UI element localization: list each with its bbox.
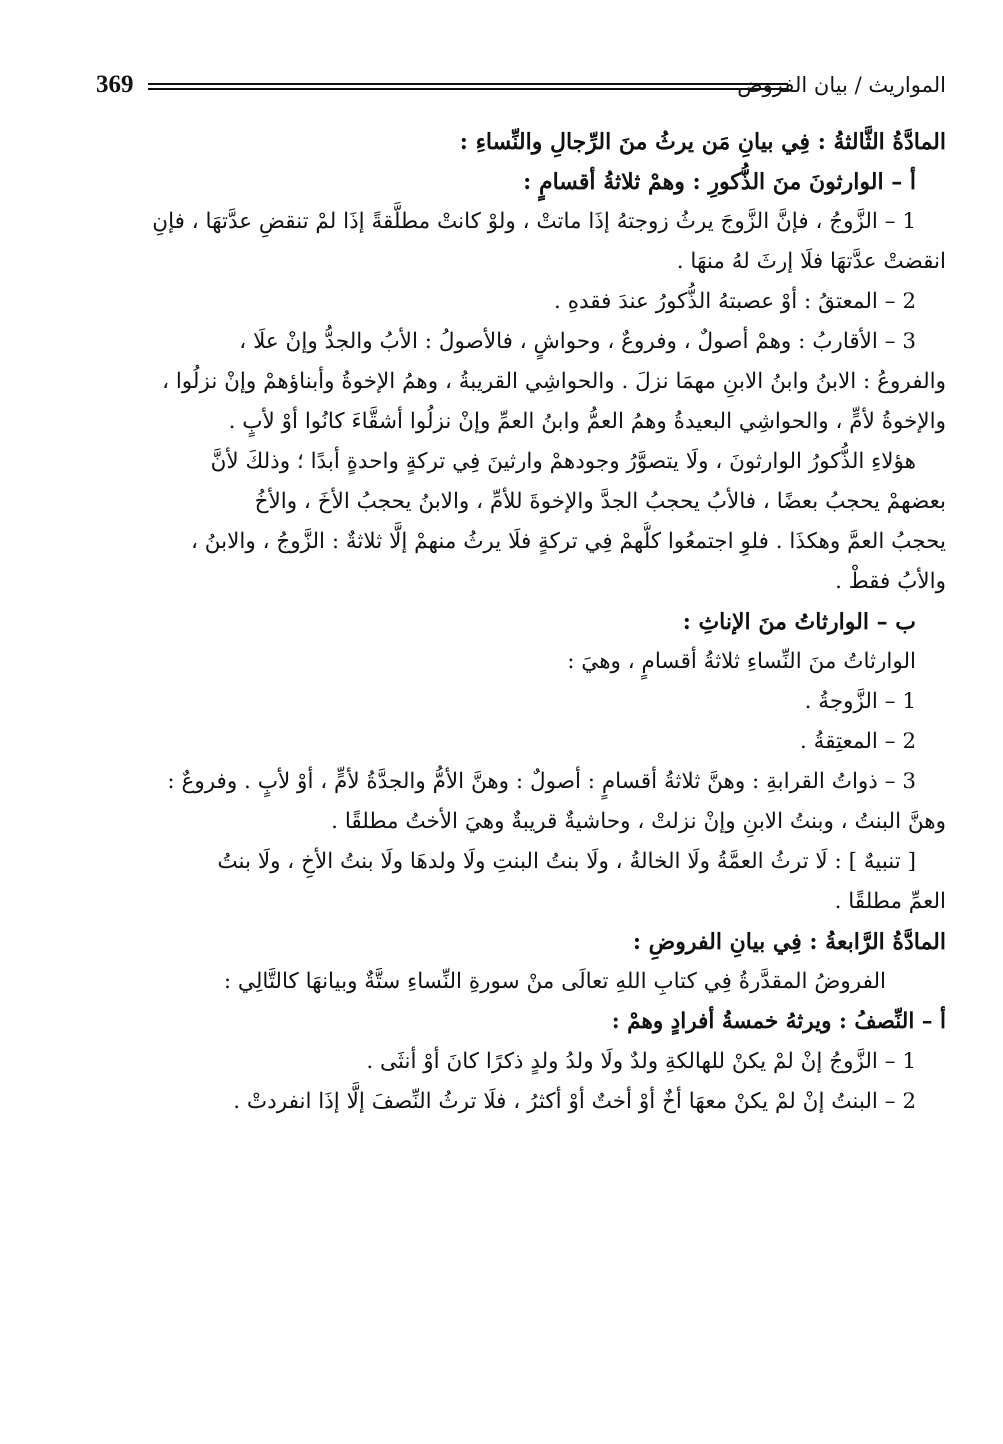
text-line: الفروضُ المقدَّرةُ فِي كتابِ اللهِ تعالَى منْ سورةِ النِّساءِ ستَّةٌ وبيانهَا كالتَّالِي :: [223, 969, 886, 994]
text-line: العمِّ مطلقًا .: [834, 889, 946, 914]
text-line: 1 – الزَّوجةُ .: [804, 689, 916, 714]
text-line: 3 – الأقاربُ : وهمْ أصولٌ ، وفروعٌ ، وحواشٍ ، فالأصولُ : الأبُ والجدُّ وإنْ علَا ،: [239, 329, 916, 354]
text-line: 1 – الزَّوجُ إنْ لمْ يكنْ للهالكةِ ولدٌ ولَا ولدُ ولدٍ ذكرًا كانَ أوْ أنثَى .: [366, 1049, 916, 1074]
text-line: 1 – الزَّوجُ ، فإنَّ الزَّوجَ يرثُ زوجتهُ إذَا ماتتْ ، ولوْ كانتْ مطلَّقةً إذَا لمْ تنقضِ عدَّتهَا ، فإنِ: [152, 209, 916, 234]
text-line: والإخوةُ لأمٍّ ، والحواشِي البعيدةُ وهمُ العمُّ وابنُ العمِّ وإنْ نزلُوا أشقَّاءَ كانُوا أوْ لأبٍ .: [228, 409, 946, 434]
text-line: 3 – ذواتُ القرابةِ : وهنَّ ثلاثةُ أقسامٍ : أصولٌ : وهنَّ الأمُّ والجدَّةُ لأمٍّ ، أوْ لأبٍ . وفروعٌ :: [167, 769, 916, 794]
header-rule: [148, 83, 788, 90]
text-line: الوارثاتُ منَ النِّساءِ ثلاثةُ أقسامٍ ، وهيَ :: [567, 649, 916, 674]
text-line: 2 – المعتِقةُ .: [800, 729, 916, 754]
subsection-heading: أ – النِّصفُ : ويرثهُ خمسةُ أفرادٍ وهمْ :: [611, 1009, 946, 1034]
text-line: انقضتْ عدَّتهَا فلَا إرثَ لهُ منهَا .: [676, 249, 946, 274]
page-body: [96, 122, 946, 1122]
text-line: 2 – المعتقُ : أوْ عصبتهُ الذُّكورُ عندَ فقدهِ .: [554, 289, 916, 314]
subsection-heading: أ – الوارثونَ منَ الذُّكورِ : وهمْ ثلاثةُ أقسامٍ :: [523, 169, 916, 195]
text-line: هؤلاءِ الذُّكورُ الوارثونَ ، ولَا يتصوَّرُ وجودهمْ وارثينَ فِي تركةٍ واحدةٍ أبدًا ؛ وذلكَ لأنَّ: [210, 449, 916, 474]
text-line: يحجبُ العمَّ وهكذَا . فلوِ اجتمعُوا كلُّهمْ فِي تركةٍ فلَا يرثُ منهمْ إلَّا ثلاثةٌ : الزَّوجُ ، والابنُ ،: [191, 529, 946, 554]
text-line: وهنَّ البنتُ ، وبنتُ الابنِ وإنْ نزلتْ ، وحاشيةٌ قريبةٌ وهيَ الأختُ مطلقًا .: [331, 809, 946, 834]
page-number: 369: [96, 71, 134, 98]
text-line: والأبُ فقطْ .: [835, 569, 946, 594]
section-heading: المادَّةُ الثَّالثةُ : فِي بيانِ مَن يرثُ منَ الرِّجالِ والنِّساءِ :: [459, 129, 946, 155]
subsection-heading: ب – الوارثاتُ منَ الإناثِ :: [682, 609, 916, 635]
text-line: 2 – البنتُ إنْ لمْ يكنْ معهَا أخٌ أوْ أختٌ أوْ أكثرُ ، فلَا ترثُ النِّصفَ إلَّا إذَا انفردتْ .: [233, 1089, 916, 1114]
running-header: [96, 68, 946, 108]
text-line: والفروعُ : الابنُ وابنُ الابنِ مهمَا نزلَ . والحواشِي القريبةُ ، وهمُ الإخوةُ وأبناؤهمْ وإنْ نزلُوا ،: [162, 369, 946, 394]
section-heading: المادَّةُ الرَّابعةُ : فِي بيانِ الفروضِ :: [632, 929, 946, 955]
note-line: [ تنبيهٌ ] : لَا ترثُ العمَّةُ ولَا الخالةُ ، ولَا بنتُ البنتِ ولَا ولدهَا ولَا بنتُ الأخِ ، ولَا بنتُ: [217, 849, 916, 874]
text-line: بعضهمْ يحجبُ بعضًا ، فالأبُ يحجبُ الجدَّ والإخوةَ للأمِّ ، والابنُ يحجبُ الأخَ ، والأخُ: [254, 489, 946, 514]
running-title: المواريث / بيان الفروض: [737, 73, 946, 97]
